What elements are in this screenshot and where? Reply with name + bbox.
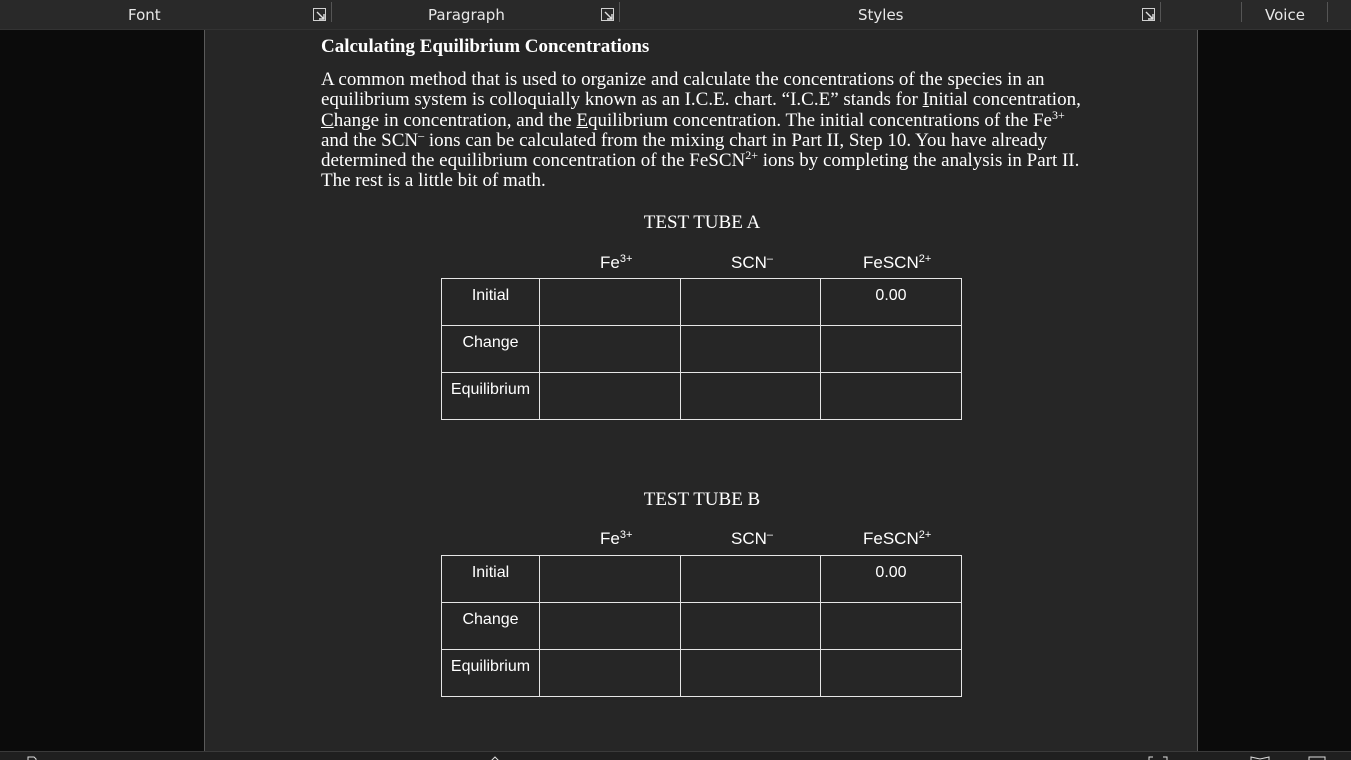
font-dialog-launcher-icon[interactable] [313, 8, 326, 21]
table-cell[interactable] [681, 373, 821, 420]
column-header-scn: SCN– [731, 253, 774, 272]
row-label: Equilibrium [442, 650, 540, 697]
table-row [442, 556, 962, 603]
row-label: Change [442, 603, 540, 650]
ribbon-separator [1327, 2, 1328, 22]
table-row [442, 326, 962, 373]
ribbon-separator [1160, 2, 1161, 22]
table-cell[interactable] [821, 650, 962, 697]
table-cell[interactable] [540, 603, 681, 650]
table-cell[interactable] [821, 603, 962, 650]
paragraph-group-label: Paragraph [428, 6, 505, 24]
table-cell[interactable] [681, 650, 821, 697]
table-row [442, 373, 962, 420]
ribbon-separator [1241, 2, 1242, 22]
ribbon-separator [619, 2, 620, 22]
ribbon-separator [331, 2, 332, 22]
column-header-fescn: FeSCN$^{2+}$ [863, 253, 932, 272]
accessibility-icon[interactable] [488, 755, 502, 760]
column-header-fe: $Fe^{3+}$ [600, 529, 633, 548]
row-label: Initial [442, 279, 540, 326]
styles-dialog-launcher-icon[interactable] [1142, 8, 1155, 21]
table-cell[interactable] [681, 556, 821, 603]
document-page[interactable] [204, 30, 1198, 751]
table-cell[interactable] [540, 556, 681, 603]
document-stats-icon[interactable] [26, 755, 38, 760]
font-group-label: Font [128, 6, 161, 24]
section-heading: Calculating Equilibrium Concentrations [321, 36, 650, 57]
ribbon-group-label-bar [0, 0, 1351, 30]
table-cell[interactable]: 0.00 [821, 279, 962, 326]
test-tube-b-title: TEST TUBE B [643, 489, 761, 510]
table-cell[interactable] [540, 326, 681, 373]
focus-mode-icon[interactable] [1148, 755, 1168, 760]
table-cell[interactable] [821, 326, 962, 373]
test-tube-a-title: TEST TUBE A [643, 212, 761, 233]
print-layout-icon[interactable] [1308, 755, 1326, 760]
ice-table-a [441, 278, 962, 420]
read-mode-icon[interactable] [1250, 755, 1270, 760]
column-header-fescn: FeSCN$^{2+}$ [863, 529, 932, 548]
column-header-fe: $Fe^{3+}$ [600, 253, 633, 272]
column-header-scn: SCN– [731, 529, 774, 548]
styles-group-label: Styles [858, 6, 904, 24]
paragraph-dialog-launcher-icon[interactable] [601, 8, 614, 21]
table-cell[interactable] [681, 603, 821, 650]
table-cell[interactable] [540, 373, 681, 420]
body-paragraph: A common method that is used to organize and calculate the concentrations of the species in an equilibrium system is colloquially known as an I.C.E. chart. “I.C.E” stands for Initial concentration, Change in concentration, and the Equilibrium concentration. The initial concentrations of the $Fe^{3+}$ and the SCN– ions can be calculated from the mixing chart in Part II, Step 10. You have already determined the equilibrium concentration of the FeSCN$^{2+}$ ions by completing the analysis in Part II. The rest is a little bit of math. [321, 69, 1081, 192]
row-label: Equilibrium [442, 373, 540, 420]
table-row [442, 650, 962, 697]
table-cell[interactable] [540, 279, 681, 326]
table-cell[interactable] [821, 373, 962, 420]
ice-table-b [441, 555, 962, 697]
table-cell[interactable] [681, 326, 821, 373]
voice-group-label: Voice [1265, 6, 1305, 24]
status-bar [0, 751, 1351, 760]
row-label: Change [442, 326, 540, 373]
table-row [442, 603, 962, 650]
table-cell[interactable]: 0.00 [821, 556, 962, 603]
table-cell[interactable] [681, 279, 821, 326]
table-cell[interactable] [540, 650, 681, 697]
table-row [442, 279, 962, 326]
row-label: Initial [442, 556, 540, 603]
